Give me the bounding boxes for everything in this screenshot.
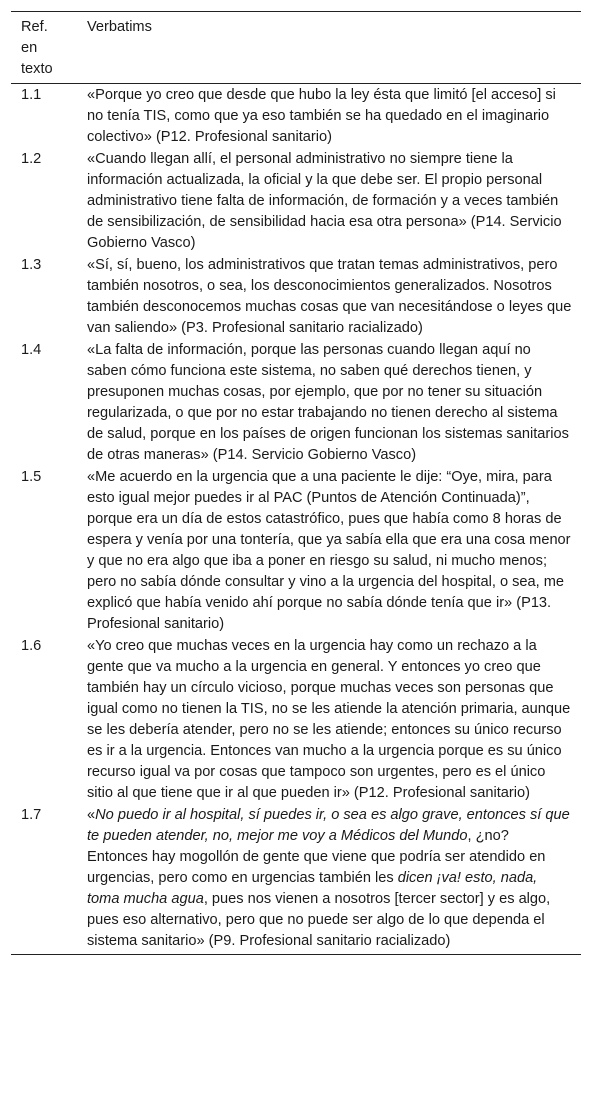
table-header	[11, 12, 581, 84]
verbatim-segment: «	[87, 807, 96, 823]
row-ref: 1.4	[21, 342, 42, 358]
verbatim-segment: «Porque yo creo que desde que hubo la ley ésta que limitó [el acceso] si no tenía TIS, como que ya eso también se ha quedado en el imaginario colectivo» (P12. Profesional sanitario)	[87, 87, 556, 145]
verbatim-segment: «Me acuerdo en la urgencia que a una paciente le dije: “Oye, mira, para esto igual mejor puedes ir al PAC (Puntos de Atención Continuada)”, porque era un día de estos catastrófico, pues que había como 8 horas de espera y venía por una tontería, que ya sabía ella que era una cosa menor y que no era algo que iba a poner en riesgo su salud, ni mucho menos; pero no sabía dónde consultar y vino a la urgencia del hospital, o sea, me explicó que había venido ahí porque no sabía dónde tenía que ir» (P13. Profesional sanitario)	[87, 469, 571, 632]
table-body	[11, 84, 581, 955]
row-ref: 1.2	[21, 151, 42, 167]
verbatim-italic-segment: dicen ¡va! esto, nada, toma mucha agua	[87, 870, 538, 907]
table-row	[11, 148, 581, 254]
header-row	[11, 12, 581, 84]
row-verbatim	[87, 254, 581, 339]
verbatim-segment: «La falta de información, porque las personas cuando llegan aquí no saben cómo funciona este sistema, no saben qué derechos tienen, y presuponen muchas cosas, por ejemplo, que por no tener su situación regularizada, o que por no estar trabajando no tienen derecho al sistema de salud, porque en los países de origen funcionan los sistemas sanitarios de otras maneras» (P14. Servicio Gobierno Vasco)	[87, 342, 569, 463]
table-row	[11, 84, 581, 149]
verbatim-italic-segment: No puedo ir al hospital, sí puedes ir, o sea es algo grave, entonces sí que te pueden atender, no, mejor me voy a Médicos del Mundo	[87, 807, 570, 844]
row-verbatim	[87, 635, 581, 804]
table-row	[11, 635, 581, 804]
header-verbatims: Verbatims	[87, 19, 152, 35]
row-verbatim	[87, 804, 581, 955]
row-ref: 1.6	[21, 638, 42, 654]
row-verbatim	[87, 339, 581, 466]
header-ref	[11, 12, 87, 84]
verbatim-segment: , ¿no? Entonces hay mogollón de gente que viene que podría ser atendido en urgencias, pero como en urgencias también les	[87, 828, 546, 886]
verbatim-segment: , pues nos vienen a nosotros [tercer sector] y es algo, pues eso alternativo, pero que no puede ser algo de lo que dependa el sistema sanitario» (P9. Profesional sanitario racializado)	[87, 891, 551, 949]
row-ref: 1.5	[21, 469, 42, 485]
header-ref-label: Ref. en texto	[21, 19, 53, 77]
row-verbatim	[87, 84, 581, 149]
verbatim-segment: «Yo creo que muchas veces en la urgencia hay como un rechazo a la gente que va mucho a la urgencia en general. Y entonces yo creo que también hay un círculo vicioso, porque muchas veces son personas que igual como no tienen la TIS, no se les atiende la atención primaria, aunque se les debería atender, pero no se les atiende; entonces su único recurso es ir a la urgencia. Entonces van mucho a la urgencia porque es su único recurso igual va por cosas que tampoco son urgentes, pero es el único sitio al que tiene que ir al que pueden ir» (P12. Profesional sanitario)	[87, 638, 571, 801]
table-row	[11, 804, 581, 955]
row-ref: 1.1	[21, 87, 42, 103]
table-row	[11, 466, 581, 635]
verbatim-segment: «Cuando llegan allí, el personal administrativo no siempre tiene la información actualizada, la oficial y la que debe ser. El propio personal administrativo tiene falta de información, de formación y a veces también de sensibilización, de sensibilidad hacia esa otra persona» (P14. Servicio Gobierno Vasco)	[87, 151, 562, 251]
row-ref: 1.7	[21, 807, 42, 823]
row-verbatim	[87, 466, 581, 635]
verbatim-segment: «Sí, sí, bueno, los administrativos que tratan temas administrativos, pero también nosotros, o sea, los desconocimientos generalizados. Nosotros también desconocemos muchas cosas que van necesitándose o leyes que van saliendo» (P3. Profesional sanitario racializado)	[87, 257, 572, 336]
verbatims-table	[11, 11, 581, 955]
table-row	[11, 254, 581, 339]
table-row	[11, 339, 581, 466]
row-verbatim	[87, 148, 581, 254]
verbatims-table-container	[11, 11, 581, 955]
row-ref: 1.3	[21, 257, 42, 273]
